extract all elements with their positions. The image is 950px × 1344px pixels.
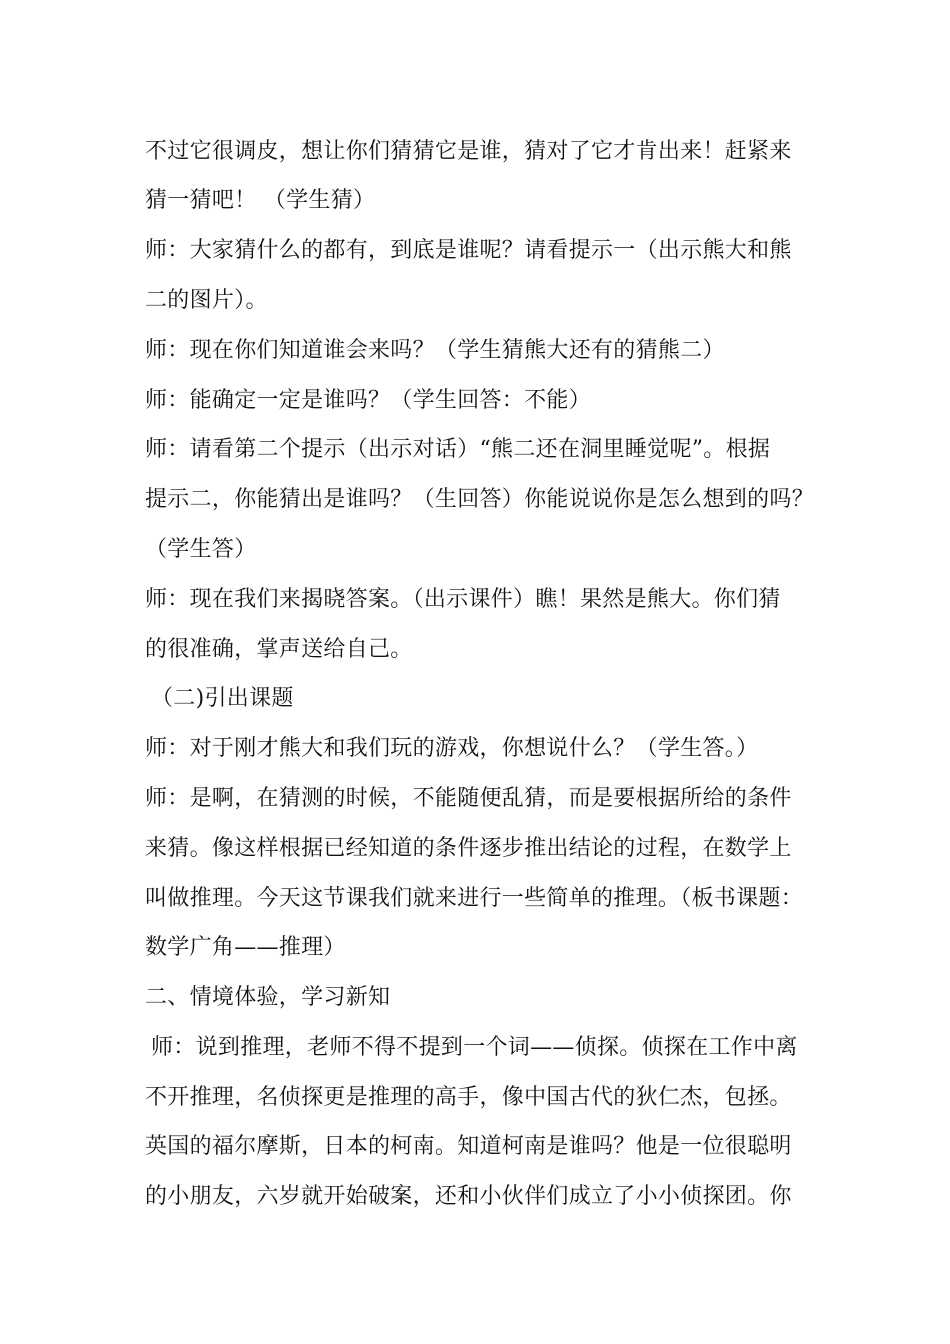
text-line: 不过它很调皮，想让你们猜猜它是谁，猜对了它才肯出来！赶紧来 [145, 139, 792, 164]
text-line: 提示二，你能猜出是谁吗？（生回答）你能说说你是怎么想到的吗？ [145, 487, 815, 512]
text-line: 的很准确，掌声送给自己。 [145, 637, 413, 662]
text-line: 来猜。像这样根据已经知道的条件逐步推出结论的过程，在数学上 [145, 836, 792, 861]
text-line: 师：请看第二个提示（出示对话）“熊二还在洞里睡觉呢”。根据 [145, 437, 771, 462]
text-line: 英国的福尔摩斯，日本的柯南。知道柯南是谁吗？他是一位很聪明 [145, 1134, 792, 1159]
text-line: 师：是啊，在猜测的时候，不能随便乱猜，而是要根据所给的条件 [145, 786, 792, 811]
section-heading: （二)引出课题 [151, 686, 294, 711]
text-line: 猜一猜吧！ （学生猜） [145, 188, 376, 213]
text-line: 师：能确定一定是谁吗？（学生回答：不能） [145, 388, 592, 413]
text-line: 二的图片）。 [145, 288, 268, 313]
text-line: 不开推理，名侦探更是推理的高手，像中国古代的狄仁杰，包拯。 [145, 1085, 792, 1110]
text-line: 的小朋友，六岁就开始破案，还和小伙伴们成立了小小侦探团。你 [145, 1184, 792, 1209]
text-line: 师：现在我们来揭晓答案。（出示课件）瞧！果然是熊大。你们猜 [145, 587, 781, 612]
text-line: 数学广角——推理） [145, 935, 346, 960]
text-line: 师：对于刚才熊大和我们玩的游戏，你想说什么？（学生答。） [145, 736, 759, 761]
text-line: 师：说到推理，老师不得不提到一个词——侦探。侦探在工作中离 [151, 1035, 798, 1060]
text-line: 师：大家猜什么的都有，到底是谁呢？请看提示一（出示熊大和熊 [145, 238, 792, 263]
text-line: 师：现在你们知道谁会来吗？（学生猜熊大还有的猜熊二） [145, 338, 725, 363]
text-line: 叫做推理。今天这节课我们就来进行一些简单的推理。（板书课题： [145, 886, 804, 911]
text-line: （学生答） [145, 537, 257, 562]
section-heading: 二、情境体验，学习新知 [145, 985, 391, 1010]
